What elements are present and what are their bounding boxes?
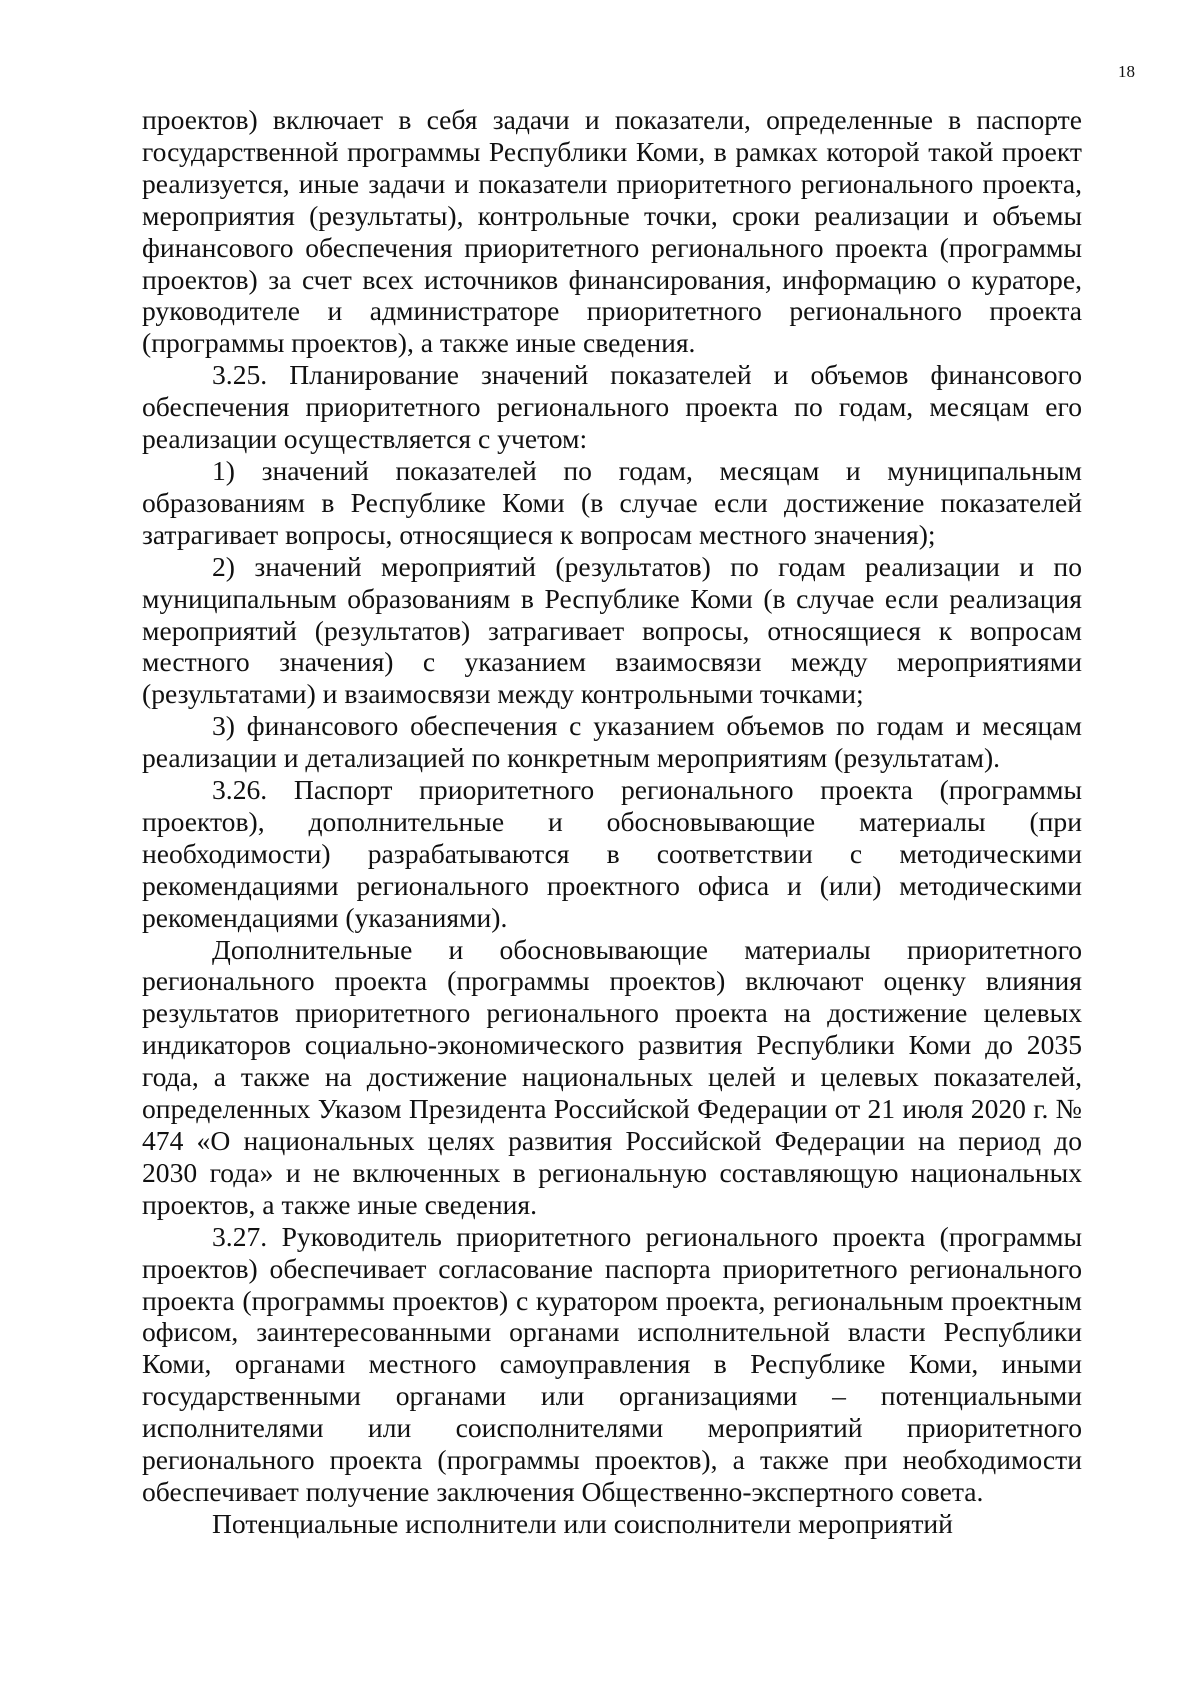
page-number: 18: [1118, 62, 1135, 81]
list-item-2: 2) значений мероприятий (результатов) по годам реализации и по муниципальным образованиям в Республике Коми (в случае если реализация мероприятий (результатов) затрагивает вопросы, относящиеся к вопросам местного значения) с указанием взаимосвязи между мероприятиями (результатами) и взаимосвязи между контрольными точками;: [142, 550, 1082, 710]
paragraph-3-27: 3.27. Руководитель приоритетного регионального проекта (программы проектов) обеспечивает согласование паспорта приоритетного регионального проекта (программы проектов) с куратором проекта, региональным проектным офисом, заинтересованными органами исполнительной власти Республики Коми, органами местного самоуправления в Республике Коми, иными государственными органами или организациями – потенциальными исполнителями или соисполнителями мероприятий приоритетного регионального проекта (программы проектов), а также при необходимости обеспечивает получение заключения Общественно-экспертного совета.: [142, 1220, 1082, 1507]
paragraph-additional-materials: Дополнительные и обосновывающие материалы приоритетного регионального проекта (программы проектов) включают оценку влияния результатов приоритетного регионального проекта на достижение целевых индикаторов социально-экономического развития Республики Коми до 2035 года, а также на достижение национальных целей и целевых показателей, определенных Указом Президента Российской Федерации от 21 июля 2020 г. № 474 «О национальных целях развития Российской Федерации на период до 2030 года» и не включенных в региональную составляющую национальных проектов, а также иные сведения.: [142, 933, 1082, 1220]
paragraph-3-26: 3.26. Паспорт приоритетного регионального проекта (программы проектов), дополнительные и обосновывающие материалы (при необходимости) разрабатываются в соответствии с методическими рекомендациями регионального проектного офиса и (или) методическими рекомендациями (указаниями).: [142, 774, 1082, 933]
list-item-3: 3) финансового обеспечения с указанием объемов по годам и месяцам реализации и детализацией по конкретным мероприятиям (результатам).: [142, 710, 1082, 774]
list-item-1: 1) значений показателей по годам, месяцам и муниципальным образованиям в Республике Коми (в случае если достижение показателей затрагивает вопросы, относящиеся к вопросам местного значения);: [142, 454, 1082, 550]
paragraph: проектов) включает в себя задачи и показатели, определенные в паспорте государственной программы Республики Коми, в рамках которой такой проект реализуется, иные задачи и показатели приоритетного регионального проекта, мероприятия (результаты), контрольные точки, сроки реализации и объемы финансового обеспечения приоритетного регионального проекта (программы проектов) за счет всех источников финансирования, информацию о кураторе, руководителе и администраторе приоритетного регионального проекта (программы проектов), а также иные сведения.: [142, 104, 1082, 359]
body-text: [142, 104, 1082, 1540]
paragraph-potential-executors: Потенциальные исполнители или соисполнители мероприятий: [212, 1507, 953, 1539]
paragraph-3-25: 3.25. Планирование значений показателей и объемов финансового обеспечения приоритетного регионального проекта по годам, месяцам его реализации осуществляется с учетом:: [142, 359, 1082, 455]
